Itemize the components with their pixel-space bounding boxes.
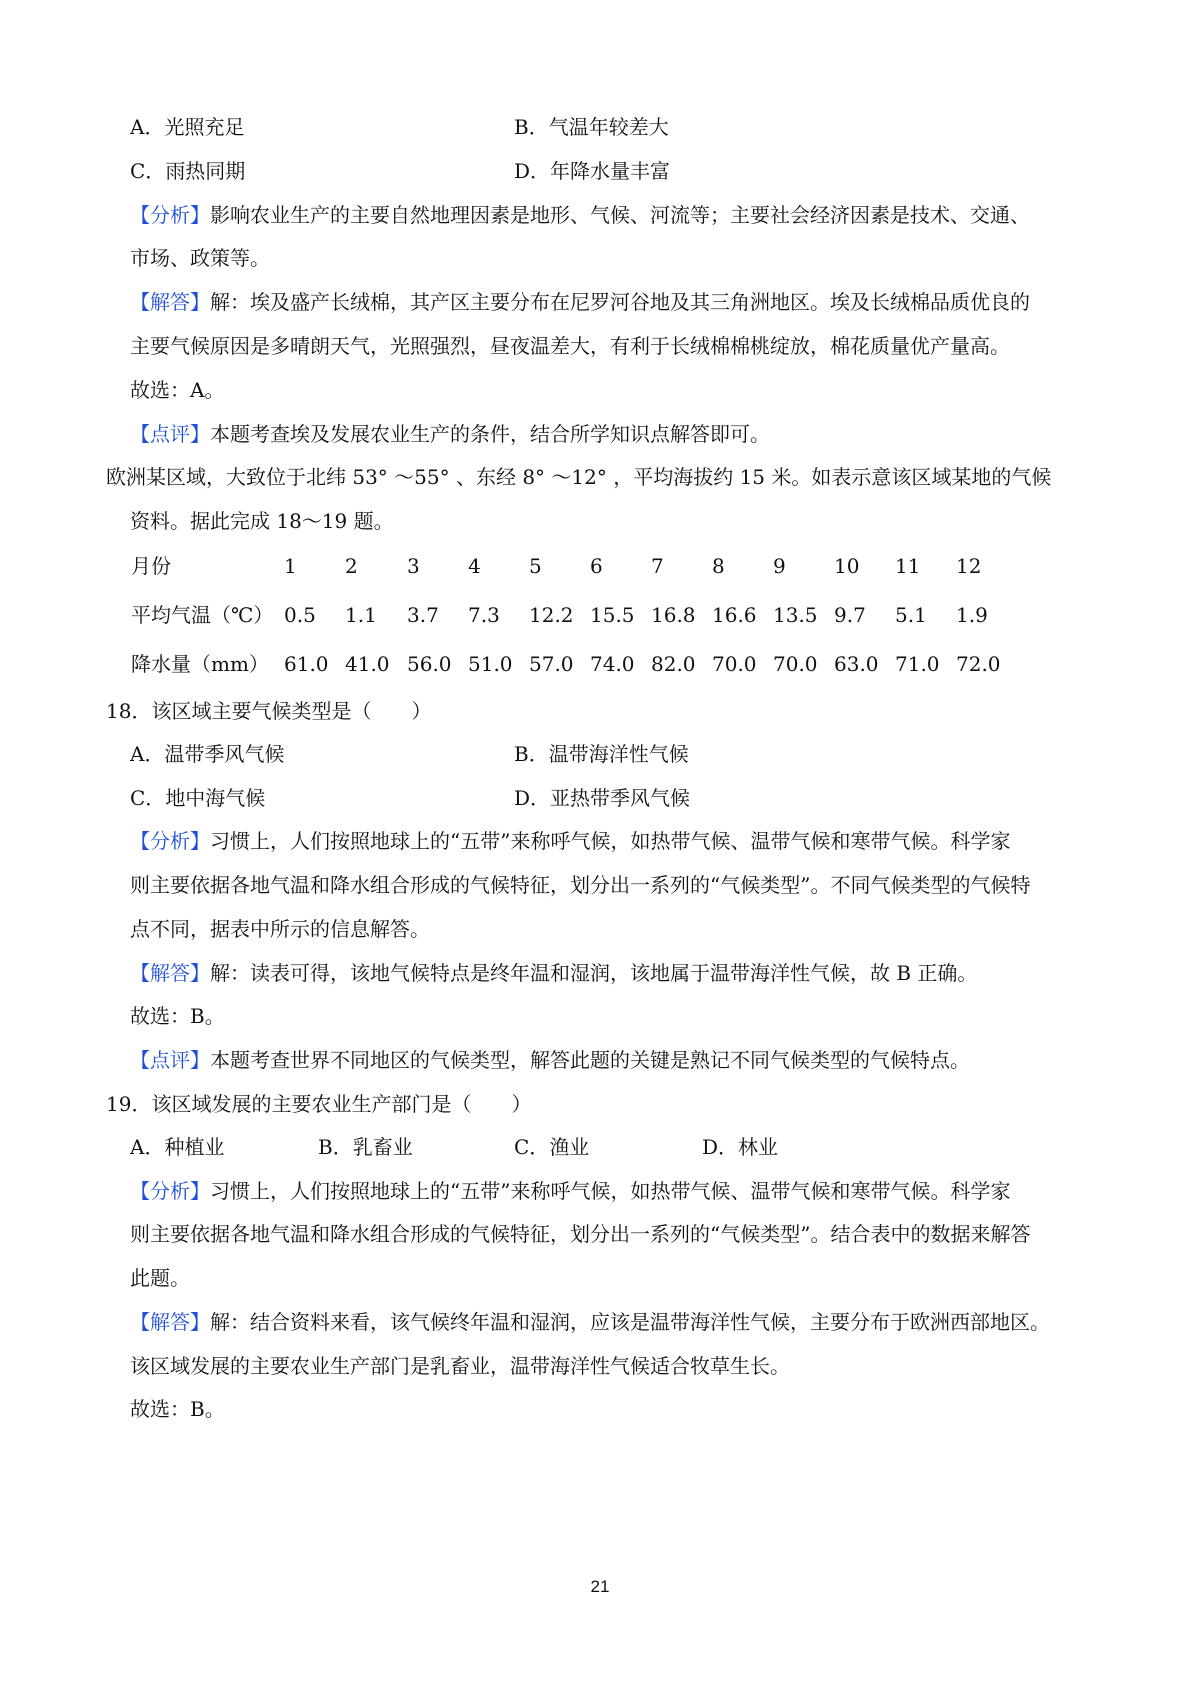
q17-comment: 【点评】本题考查埃及发展农业生产的条件，结合所学知识点解答即可。: [130, 422, 770, 446]
comment-tag: 【点评】: [130, 1048, 210, 1072]
q19-option-d: D．林业: [702, 1135, 779, 1159]
table-cell-precipitation: 57.0: [529, 652, 574, 676]
table-cell-precipitation: 74.0: [590, 652, 635, 676]
q18-option-b: B．温带海洋性气候: [514, 742, 689, 766]
table-cell-temperature: 1.9: [956, 603, 988, 627]
table-cell-precipitation: 70.0: [712, 652, 757, 676]
q17-option-a: A．光照充足: [130, 115, 245, 139]
table-cell-temperature: 7.3: [468, 603, 500, 627]
table-cell-precipitation: 63.0: [834, 652, 879, 676]
table-cell-precipitation: 82.0: [651, 652, 696, 676]
q19-option-c: C．渔业: [514, 1135, 590, 1159]
table-row-label-temperature: 平均气温（℃）: [131, 603, 274, 627]
table-cell-temperature: 5.1: [895, 603, 927, 627]
q19-option-b: B．乳畜业: [318, 1135, 413, 1159]
table-cell-precipitation: 56.0: [407, 652, 452, 676]
table-cell-month: 11: [895, 554, 921, 578]
table-cell-month: 4: [468, 554, 481, 578]
q19-analysis-line-3: 此题。: [130, 1266, 190, 1290]
table-cell-month: 2: [345, 554, 358, 578]
table-cell-temperature: 3.7: [407, 603, 439, 627]
answer-tag: 【解答】: [130, 290, 210, 314]
q17-option-c: C．雨热同期: [130, 159, 246, 183]
q18-answer: 【解答】解：读表可得，该地气候特点是终年温和湿润，该地属于温带海洋性气候，故 B 正确。: [130, 961, 978, 985]
table-cell-temperature: 16.8: [651, 603, 696, 627]
table-cell-temperature: 16.6: [712, 603, 757, 627]
q17-analysis-line-2: 市场、政策等。: [130, 246, 270, 270]
table-row-label-month: 月份: [131, 554, 171, 578]
table-cell-month: 3: [407, 554, 420, 578]
table-row-label-precipitation: 降水量（mm）: [131, 652, 269, 676]
table-cell-month: 5: [529, 554, 542, 578]
table-cell-precipitation: 41.0: [345, 652, 390, 676]
q17-answer-line-2: 主要气候原因是多晴朗天气，光照强烈，昼夜温差大，有利于长绒棉棉桃绽放，棉花质量优产量高。: [130, 334, 1010, 358]
table-cell-temperature: 15.5: [590, 603, 635, 627]
q18-option-d: D．亚热带季风气候: [514, 786, 691, 810]
table-cell-temperature: 13.5: [773, 603, 818, 627]
q19-analysis-line-2: 则主要依据各地气温和降水组合形成的气候特征，划分出一系列的“气候类型”。结合表中的数据来解答: [130, 1222, 1031, 1246]
table-cell-precipitation: 72.0: [956, 652, 1001, 676]
table-cell-precipitation: 70.0: [773, 652, 818, 676]
table-cell-temperature: 1.1: [345, 603, 377, 627]
analysis-tag: 【分析】: [130, 203, 210, 227]
q18-analysis-line-2: 则主要依据各地气温和降水组合形成的气候特征，划分出一系列的“气候类型”。不同气候类型的气候特: [130, 873, 1031, 897]
q19-choice: 故选：B。: [130, 1397, 225, 1421]
comment-tag: 【点评】: [130, 422, 210, 446]
analysis-tag: 【分析】: [130, 1179, 210, 1203]
page-number: 21: [590, 1577, 610, 1596]
table-cell-temperature: 9.7: [834, 603, 866, 627]
answer-tag: 【解答】: [130, 1310, 210, 1334]
q17-option-d: D．年降水量丰富: [514, 159, 671, 183]
q19-answer-line-1: 【解答】解：结合资料来看，该气候终年温和湿润，应该是温带海洋性气候，主要分布于欧洲西部地区。: [130, 1310, 1050, 1334]
table-cell-precipitation: 61.0: [284, 652, 329, 676]
table-cell-month: 8: [712, 554, 725, 578]
table-cell-precipitation: 71.0: [895, 652, 940, 676]
q17-answer-line-1: 【解答】解：埃及盛产长绒棉，其产区主要分布在尼罗河谷地及其三角洲地区。埃及长绒棉品质优良的: [130, 290, 1030, 314]
table-cell-month: 9: [773, 554, 786, 578]
q18-choice: 故选：B。: [130, 1004, 225, 1028]
q17-option-b: B．气温年较差大: [514, 115, 669, 139]
analysis-tag: 【分析】: [130, 829, 210, 853]
table-cell-month: 6: [590, 554, 603, 578]
q18-option-a: A．温带季风气候: [130, 742, 285, 766]
table-cell-month: 10: [834, 554, 860, 578]
q18-analysis-line-3: 点不同，据表中所示的信息解答。: [130, 917, 430, 941]
table-cell-temperature: 0.5: [284, 603, 316, 627]
q18-stem: 18．该区域主要气候类型是（ ）: [106, 699, 432, 723]
intro-line-1: 欧洲某区域，大致位于北纬 53° ～55° 、东经 8° ～12° ，平均海拔约 15 米。如表示意该区域某地的气候: [106, 465, 1052, 489]
table-cell-precipitation: 51.0: [468, 652, 513, 676]
q18-comment: 【点评】本题考查世界不同地区的气候类型，解答此题的关键是熟记不同气候类型的气候特点。: [130, 1048, 970, 1072]
answer-tag: 【解答】: [130, 961, 210, 985]
q19-option-a: A．种植业: [130, 1135, 225, 1159]
q18-analysis-line-1: 【分析】习惯上，人们按照地球上的“五带”来称呼气候，如热带气候、温带气候和寒带气候。科学家: [130, 829, 1011, 853]
q18-option-c: C．地中海气候: [130, 786, 266, 810]
q17-choice: 故选：A。: [130, 378, 225, 402]
q17-analysis-line-1: 【分析】影响农业生产的主要自然地理因素是地形、气候、河流等；主要社会经济因素是技术、交通、: [130, 203, 1030, 227]
intro-line-2: 资料。据此完成 18～19 题。: [130, 509, 394, 533]
q19-stem: 19．该区域发展的主要农业生产部门是（ ）: [106, 1092, 532, 1116]
table-cell-month: 1: [284, 554, 297, 578]
table-cell-month: 7: [651, 554, 664, 578]
q19-answer-line-2: 该区域发展的主要农业生产部门是乳畜业，温带海洋性气候适合牧草生长。: [130, 1354, 790, 1378]
table-cell-month: 12: [956, 554, 982, 578]
q19-analysis-line-1: 【分析】习惯上，人们按照地球上的“五带”来称呼气候，如热带气候、温带气候和寒带气候。科学家: [130, 1179, 1011, 1203]
table-cell-temperature: 12.2: [529, 603, 574, 627]
